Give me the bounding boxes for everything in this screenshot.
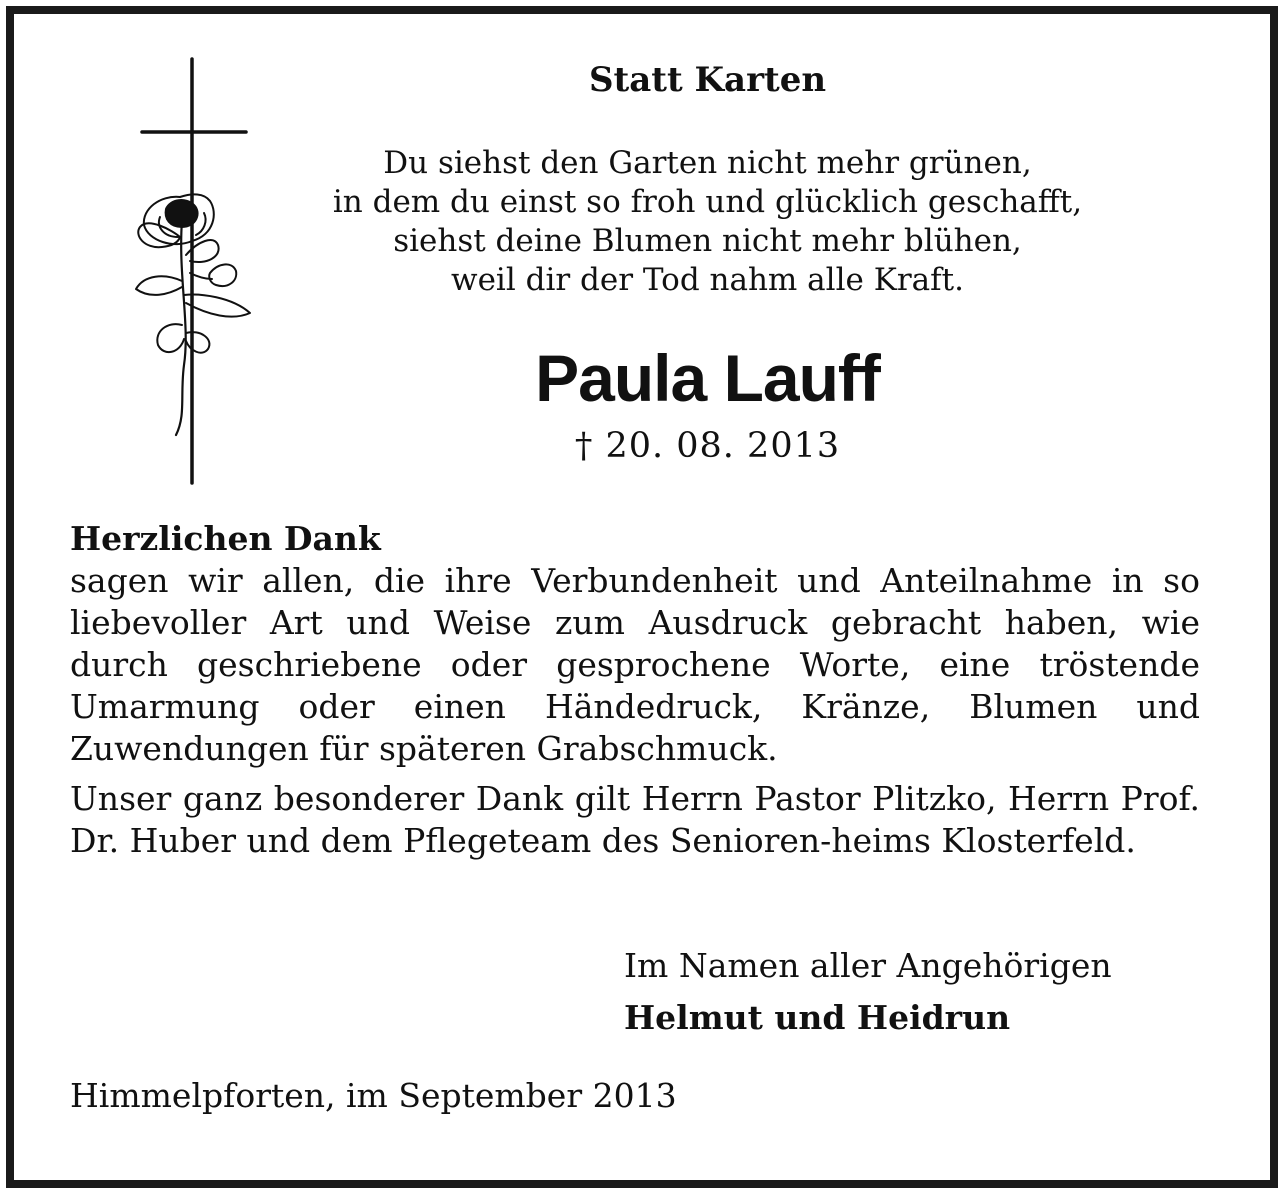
deceased-name: Paula Lauff [535,341,880,415]
closing-block [624,940,1112,1044]
thanks-section [70,518,1200,862]
verse-line: siehst deine Blumen nicht mehr blühen, [393,223,1022,259]
special-thanks-paragraph: Unser ganz besonderer Dank gilt Herrn Pastor Plitzko, Herrn Prof. Dr. Huber und dem Pflegeteam des Senioren-heims Klosterfeld. [70,779,1200,860]
death-date: † 20. 08. 2013 [574,426,841,466]
thanks-paragraph: sagen wir allen, die ihre Verbundenheit und Anteilnahme in so liebevoller Art und Weise zum Ausdruck gebracht haben, wie durch geschriebene oder gesprochene Worte, eine tröstende Umarmung oder einen Händedruck, Kränze, Blumen und Zuwendungen für späteren Grabschmuck. [70,561,1200,768]
memorial-verse [135,144,1280,300]
signers: Helmut und Heidrun [624,998,1011,1037]
closing-line: Im Namen aller Angehörigen [624,946,1112,985]
verse-line: Du siehst den Garten nicht mehr grünen, [383,145,1032,181]
place-and-date: Himmelpforten, im September 2013 [70,1076,677,1115]
statt-karten-heading: Statt Karten [588,60,827,100]
verse-line: in dem du einst so froh und glücklich geschafft, [332,184,1083,220]
verse-line: weil dir der Tod nahm alle Kraft. [451,262,964,298]
thanks-heading: Herzlichen Dank [70,519,381,558]
